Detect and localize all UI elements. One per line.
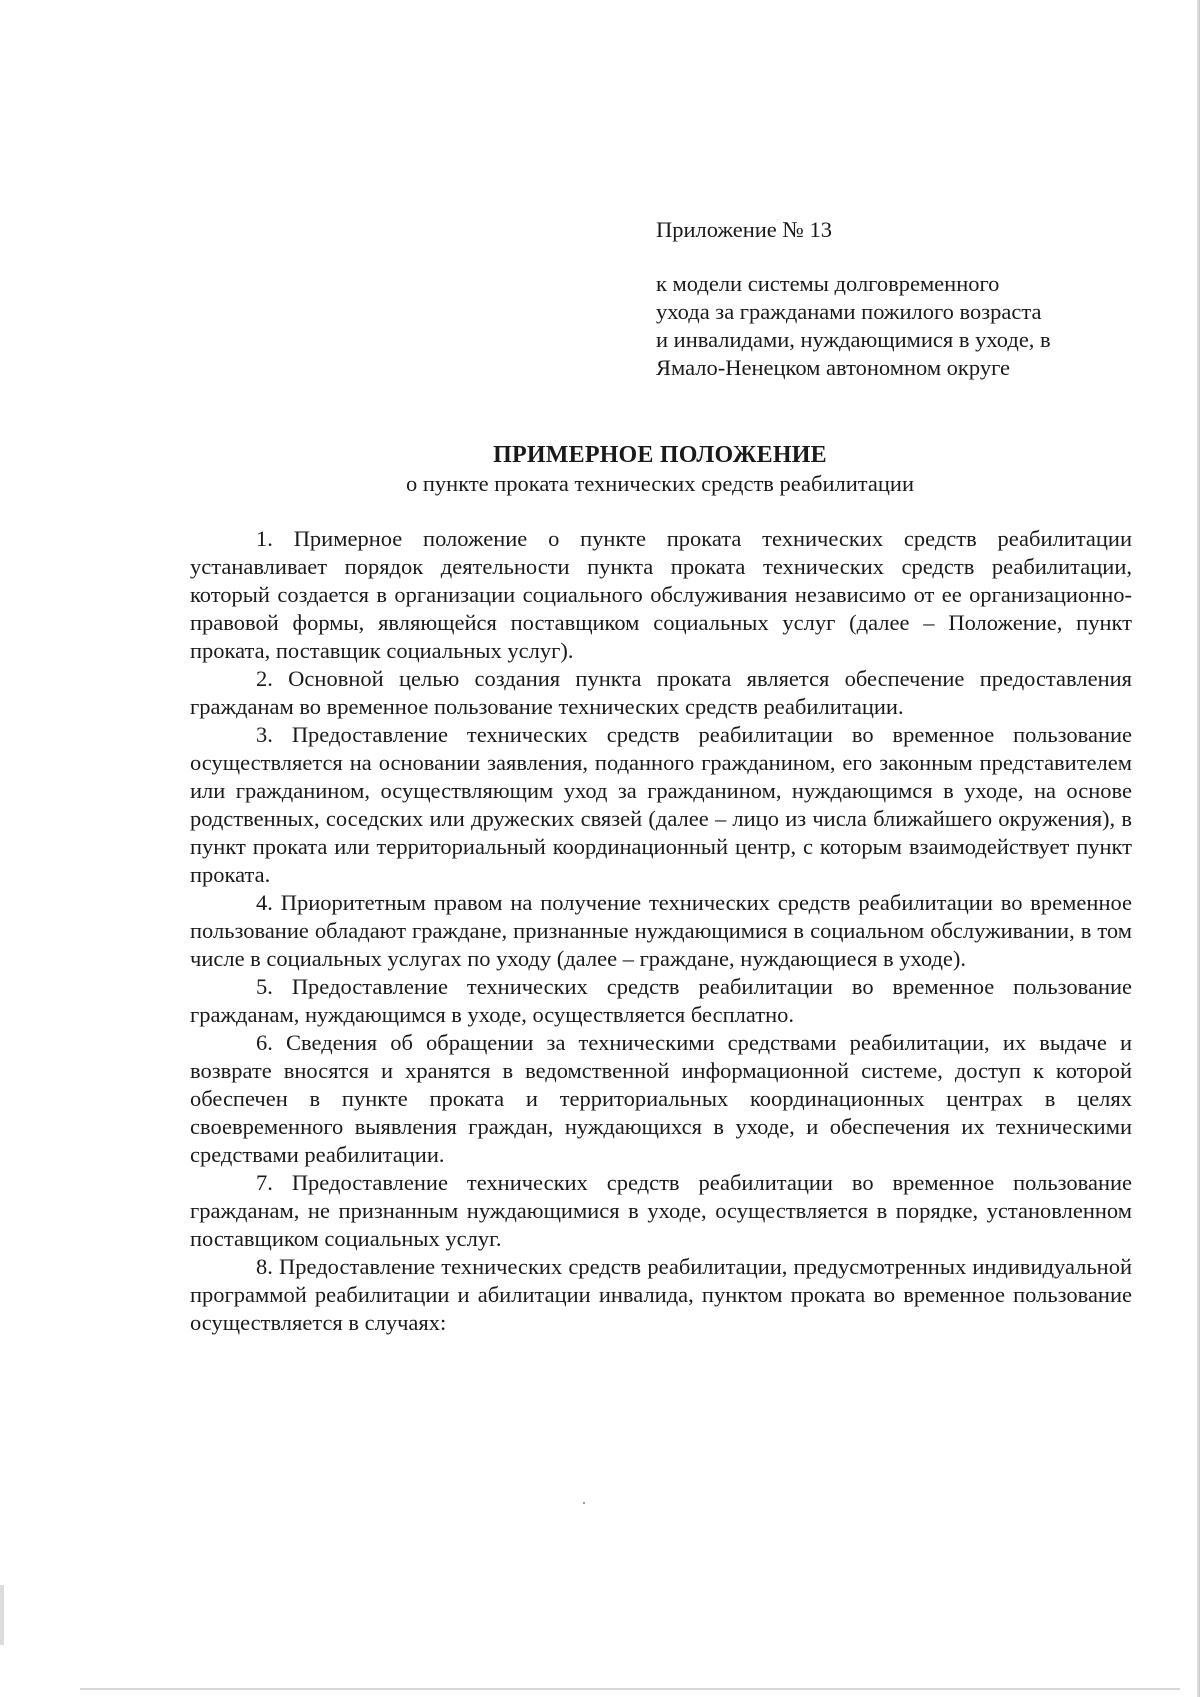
paragraph-text: Предоставление технических средств реабилитации во временное пользование гражданам, нуждающимся в уходе, осуществляется бесплатно. <box>190 974 1133 1027</box>
appendix-line: Ямало-Ненецком автономном округе <box>656 355 1010 380</box>
document-subtitle: о пункте проката технических средств реабилитации <box>405 471 914 496</box>
appendix-line: и инвалидами, нуждающимися в уходе, в <box>656 327 1051 352</box>
paragraph-number: 3. <box>256 722 292 747</box>
paragraph-number: 2. <box>256 666 289 691</box>
paragraph-6 <box>190 1029 1132 1169</box>
paragraph-5 <box>190 973 1132 1029</box>
document-heading <box>190 440 1130 498</box>
paragraph-3 <box>190 721 1132 889</box>
paragraph-text: Приоритетным правом на получение технических средств реабилитации во временное пользование обладают граждане, признанные нуждающимися в социальном обслуживании, в том числе в социальных услугах по уходу (далее – граждане, нуждающиеся в уходе). <box>190 890 1132 971</box>
paragraph-1 <box>190 525 1132 665</box>
paragraph-text: Сведения об обращении за техническими средствами реабилитации, их выдаче и возврате вносятся и хранятся в ведомственной информационной системе, доступ к которой обеспечен в пункте проката и территориальных координационных центрах в целях своевременного выявления граждан, нуждающихся в уходе, и обеспечения их техническими средствами реабилитации. <box>190 1030 1132 1167</box>
paragraph-text: Предоставление технических средств реабилитации во временное пользование гражданам, не признанным нуждающимися в уходе, осуществляется в порядке, установленном поставщиком социальных услуг. <box>190 1170 1133 1251</box>
paragraph-number: 8. <box>256 1254 280 1279</box>
paragraph-2 <box>190 665 1132 721</box>
paragraph-number: 5. <box>256 974 292 999</box>
scan-bottom-edge <box>80 1688 1180 1690</box>
paragraph-number: 4. <box>256 890 281 915</box>
paragraph-text: Основной целью создания пункта проката является обеспечение предоставления гражданам во временное пользование технических средств реабилитации. <box>190 666 1132 719</box>
paragraph-number: 6. <box>256 1030 287 1055</box>
paragraph-8 <box>190 1253 1132 1337</box>
appendix-line: к модели системы долговременного <box>656 271 1000 296</box>
paragraph-text: Предоставление технических средств реабилитации во временное пользование осуществляется на основании заявления, поданного гражданином, его законным представителем или гражданином, осуществляющим уход за гражданином, нуждающимся в уходе, на основе родственных, соседских или дружеских связей (далее – лицо из числа ближайшего окружения), в пункт проката или территориальный координационный центр, с которым взаимодействует пункт проката. <box>190 722 1133 887</box>
paragraph-text: Примерное положение о пункте проката технических средств реабилитации устанавливает порядок деятельности пункта проката технических средств реабилитации, который создается в организации социального обслуживания независимо от ее организационно-правовой формы, являющейся поставщиком социальных услуг (далее – Положение, пункт проката, поставщик социальных услуг). <box>190 526 1132 663</box>
paragraph-number: 1. <box>256 526 294 551</box>
appendix-line: ухода за гражданами пожилого возраста <box>656 299 1042 324</box>
appendix-title: Приложение № 13 <box>656 217 832 242</box>
paragraph-number: 7. <box>256 1170 292 1195</box>
scan-edge-mark <box>0 1585 4 1645</box>
document-body <box>190 525 1132 1337</box>
paragraph-4 <box>190 889 1132 973</box>
scan-speck <box>583 1502 585 1504</box>
paragraph-text: Предоставление технических средств реабилитации, предусмотренных индивидуальной программой реабилитации и абилитации инвалида, пунктом проката во временное пользование осуществляется в случаях: <box>190 1254 1132 1335</box>
paragraph-7 <box>190 1169 1132 1253</box>
document-title: ПРИМЕРНОЕ ПОЛОЖЕНИЕ <box>493 442 827 468</box>
appendix-header <box>656 216 1126 382</box>
